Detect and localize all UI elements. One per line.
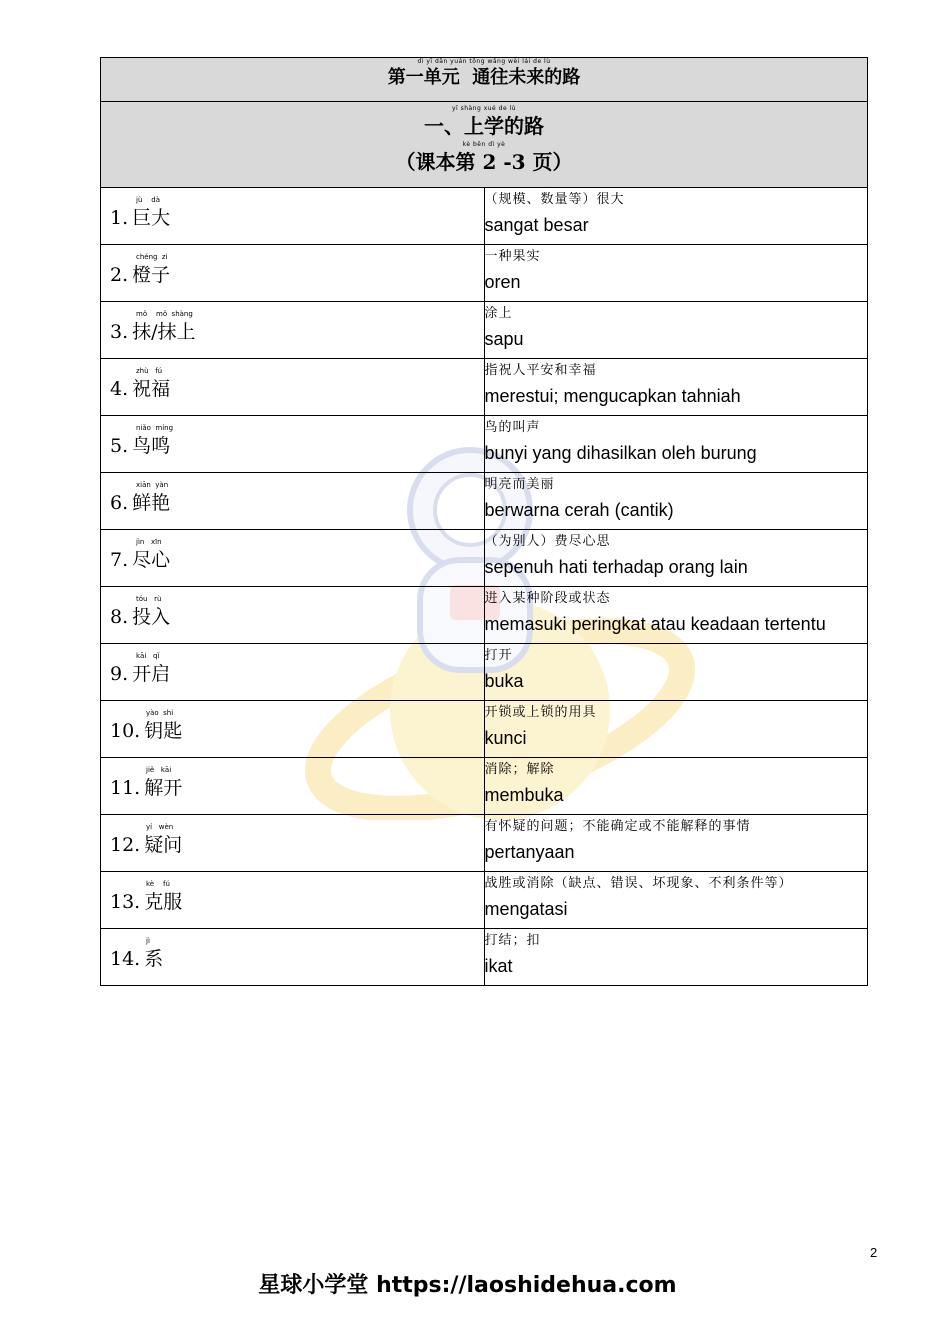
definition-chinese: （规模、数量等）很大 [484,192,625,207]
vocab-row [101,245,868,302]
vocab-table [100,57,868,986]
vocab-row [101,473,868,530]
definition-malay: kunci [484,728,527,748]
word-cell [101,815,485,872]
word-cell [101,359,485,416]
definition-malay: pertanyaan [484,842,575,862]
item-number: 14. [110,948,141,970]
vocab-row [101,188,868,245]
word-cell [101,758,485,815]
vocab-row [101,929,868,986]
definition-chinese: 鸟的叫声 [484,420,541,435]
definition-malay: mengatasi [484,899,568,919]
item-number: 9. [110,663,129,685]
definition-chinese: （为别人）费尽心思 [484,534,611,549]
vocab-row [101,815,868,872]
vocab-row [101,644,868,701]
word-pinyin: chéng zi [136,253,168,261]
definition-malay: merestui; mengucapkan tahniah [484,386,741,406]
vocab-row [101,530,868,587]
unit-header [101,58,868,102]
unit-pinyin: dì yī dān yuán tōng wǎng wèi lái de lù [417,58,551,65]
word-pinyin: mǒ mǒ shàng [136,310,193,318]
item-number: 5. [110,435,129,457]
definition-chinese: 指祝人平安和幸福 [484,363,597,378]
definition-cell [484,302,868,359]
vocab-row [101,701,868,758]
definition-chinese: 涂上 [484,306,513,321]
definition-cell [484,416,868,473]
pages-pinyin: kè běn dì yè [462,141,506,148]
definition-cell [484,701,868,758]
word-pinyin: yí wèn [146,823,174,831]
definition-chinese: 打开 [484,648,513,663]
definition-cell [484,473,868,530]
item-number: 3. [110,321,129,343]
word-pinyin: kāi qǐ [136,652,160,660]
item-number: 2. [110,264,129,286]
vocab-word: 巨大 [132,207,171,229]
site-footer: 星球小学堂 https://laoshidehua.com [258,1273,677,1298]
definition-cell [484,929,868,986]
word-cell [101,302,485,359]
word-cell [101,872,485,929]
word-cell [101,701,485,758]
definition-cell [484,758,868,815]
vocab-word: 系 [144,948,164,970]
item-number: 4. [110,378,129,400]
word-cell [101,644,485,701]
vocab-word: 投入 [132,606,171,628]
vocab-word: 解开 [144,777,183,799]
definition-cell [484,644,868,701]
vocab-word: 鸟鸣 [132,435,171,457]
vocab-word: 开启 [132,663,171,685]
definition-malay: berwarna cerah (cantik) [484,500,674,520]
definition-malay: bunyi yang dihasilkan oleh burung [484,443,757,463]
vocab-word: 钥匙 [144,720,183,742]
definition-chinese: 明亮而美丽 [484,477,555,492]
definition-malay: sapu [484,329,524,349]
definition-malay: memasuki peringkat atau keadaan tertentu [484,614,826,634]
definition-malay: membuka [484,785,564,805]
word-cell [101,416,485,473]
vocab-word: 抹/抹上 [132,321,196,343]
word-cell [101,473,485,530]
page-number: 2 [870,1245,878,1260]
word-pinyin: niǎo míng [136,424,174,432]
vocab-word: 祝福 [132,378,171,400]
definition-chinese: 战胜或消除（缺点、错误、坏现象、不利条件等） [484,876,793,891]
definition-chinese: 有怀疑的问题；不能确定或不能解释的事情 [484,819,751,834]
vocab-word: 克服 [144,891,183,913]
word-pinyin: jì [146,937,150,945]
word-cell [101,245,485,302]
vocab-row [101,872,868,929]
definition-chinese: 进入某种阶段或状态 [484,591,611,606]
word-pinyin: jù dà [136,196,161,204]
vocab-row [101,587,868,644]
definition-malay: ikat [484,956,513,976]
definition-cell [484,530,868,587]
definition-cell [484,245,868,302]
definition-cell [484,815,868,872]
definition-chinese: 消除；解除 [484,762,555,777]
word-pinyin: jìn xīn [136,538,162,546]
vocab-row [101,359,868,416]
word-pinyin: tóu rù [136,595,162,603]
item-number: 7. [110,549,129,571]
item-number: 12. [110,834,141,856]
definition-cell [484,872,868,929]
vocab-word: 疑问 [144,834,183,856]
word-pinyin: xiān yàn [136,481,169,489]
word-pinyin: jiě kāi [146,766,172,774]
word-cell [101,188,485,245]
word-cell [101,530,485,587]
unit-title: 第一单元 通往未来的路 [387,67,581,88]
item-number: 13. [110,891,141,913]
vocab-word: 尽心 [132,549,171,571]
vocab-word: 橙子 [132,264,171,286]
definition-malay: sepenuh hati terhadap orang lain [484,557,748,577]
vocab-row [101,758,868,815]
definition-cell [484,188,868,245]
word-cell [101,929,485,986]
definition-malay: oren [484,272,521,292]
vocab-row [101,302,868,359]
definition-chinese: 开锁或上锁的用具 [484,705,597,720]
lesson-pages: （课本第 2 -3 页） [395,150,573,174]
definition-chinese: 一种果实 [484,249,541,264]
item-number: 1. [110,207,129,229]
item-number: 10. [110,720,141,742]
word-pinyin: yào shi [146,709,174,717]
vocab-word: 鲜艳 [132,492,171,514]
word-cell [101,587,485,644]
lesson-pinyin: yī shàng xué de lù [451,105,517,112]
item-number: 8. [110,606,129,628]
definition-cell [484,359,868,416]
lesson-header [101,102,868,188]
definition-malay: buka [484,671,524,691]
definition-cell [484,587,868,644]
item-number: 11. [110,777,141,799]
word-pinyin: kè fú [146,880,170,888]
definition-chinese: 打结；扣 [484,933,541,948]
item-number: 6. [110,492,129,514]
definition-malay: sangat besar [484,215,589,235]
vocab-row [101,416,868,473]
lesson-title: 一、上学的路 [424,114,544,138]
word-pinyin: zhù fú [136,367,163,375]
